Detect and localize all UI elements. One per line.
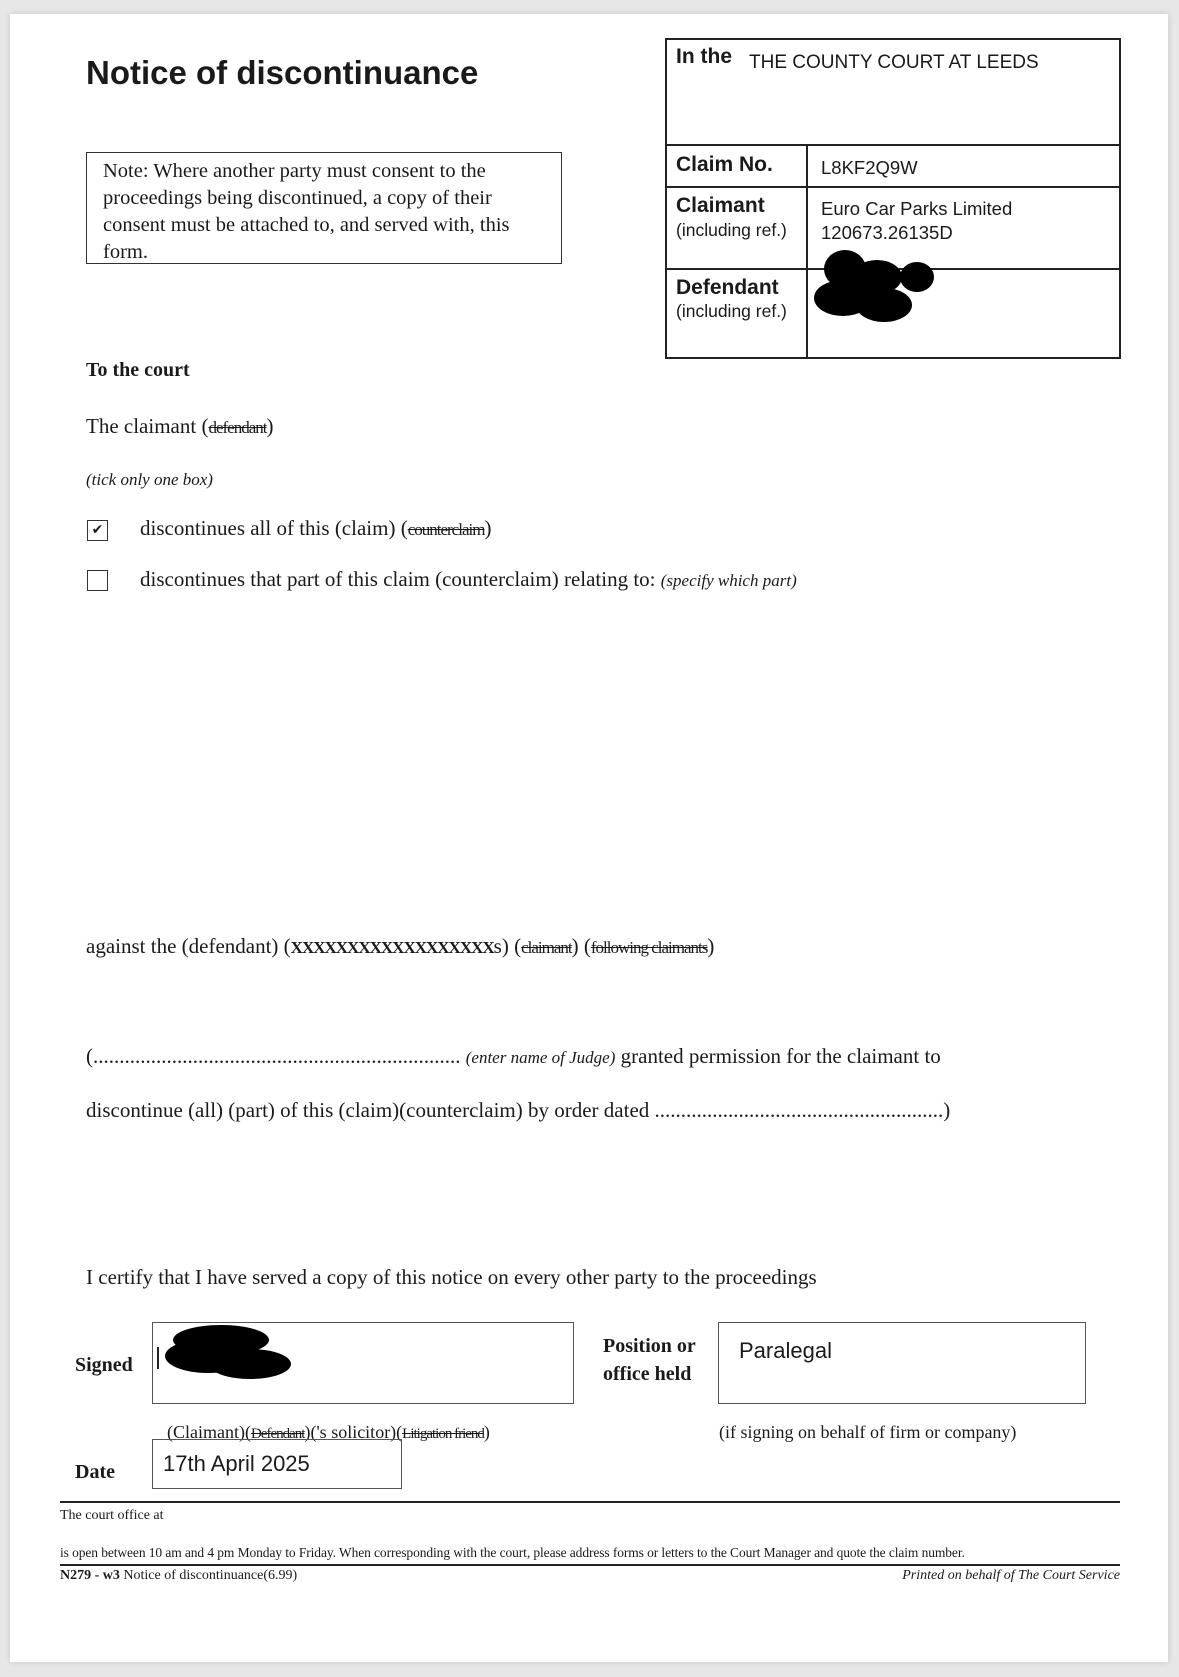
order-date-line: discontinue (all) (part) of this (claim)(counterclaim) by order dated .......................................................) — [86, 1098, 951, 1122]
footer-rule — [60, 1501, 1120, 1503]
claimant-label: Claimant — [676, 194, 765, 217]
position-field[interactable] — [718, 1322, 1086, 1404]
struck-following-claimants: following claimants — [590, 938, 708, 957]
defendant-redaction — [812, 246, 942, 326]
claim-no-value: L8KF2Q9W — [821, 157, 918, 178]
position-caption: (if signing on behalf of firm or company) — [719, 1422, 1017, 1442]
court-details-box — [665, 38, 1121, 359]
option-discontinue-all — [140, 516, 491, 541]
option2-hint: (specify which part) — [660, 571, 797, 590]
position-value: Paralegal — [739, 1338, 832, 1363]
judge-suffix: granted permission for the claimant to — [620, 1044, 941, 1068]
struck-defendant: defendant — [208, 418, 267, 437]
position-label-line2: office held — [603, 1363, 692, 1385]
judge-hint: (enter name of Judge) — [465, 1048, 616, 1067]
position-label — [603, 1332, 696, 1388]
court-office-label: The court office at — [60, 1508, 164, 1523]
printed-by: Printed on behalf of The Court Service — [902, 1568, 1120, 1583]
against-mid2: ) ( — [571, 934, 591, 958]
against-line — [86, 934, 714, 959]
claimant-ref: 120673.26135D — [821, 222, 953, 243]
judge-permission-line — [86, 1044, 941, 1069]
claimant-name: Euro Car Parks Limited — [821, 198, 1013, 219]
claimant-statement — [86, 414, 273, 439]
struck-counterclaim: counterclaim — [407, 520, 485, 539]
form-name: Notice of discontinuance(6.99) — [123, 1568, 298, 1583]
date-label: Date — [75, 1461, 115, 1483]
option1-suffix: ) — [484, 516, 492, 540]
against-mid1: s) ( — [493, 934, 522, 958]
against-suffix: ) — [707, 934, 715, 958]
claim-no-label: Claim No. — [676, 153, 773, 176]
discontinue-all-checkbox[interactable] — [87, 520, 108, 541]
claimant-prefix: The claimant ( — [86, 414, 209, 438]
form-page — [10, 14, 1168, 1662]
signed-label: Signed — [75, 1354, 133, 1376]
tick-hint: (tick only one box) — [86, 470, 213, 489]
option1-prefix: discontinues all of this (claim) ( — [140, 516, 408, 540]
position-label-line1: Position or — [603, 1335, 696, 1357]
struck-following-defendants: XXXXXXXXXXXXXXXXXX — [290, 938, 494, 957]
opening-hours: is open between 10 am and 4 pm Monday to Friday. When corresponding with the court, please address forms or letters to the Court Manager and quote the claim number. — [60, 1545, 965, 1560]
defendant-label: Defendant — [676, 276, 779, 299]
against-prefix: against the (defendant) ( — [86, 934, 291, 958]
signature-redaction — [165, 1325, 283, 1383]
form-title: Notice of discontinuance — [86, 54, 479, 91]
date-field[interactable] — [152, 1439, 402, 1489]
defendant-sub-label: (including ref.) — [676, 301, 787, 321]
divider — [806, 146, 808, 357]
date-value: 17th April 2025 — [163, 1451, 310, 1476]
struck-claimant: claimant — [521, 938, 572, 957]
to-court-heading: To the court — [86, 359, 190, 381]
check-mark-icon: ✔ — [91, 522, 104, 538]
option2-text: discontinues that part of this claim (counterclaim) relating to: — [140, 567, 656, 591]
discontinue-part-checkbox[interactable] — [87, 570, 108, 591]
struck-litigation-friend: Litigation friend — [402, 1426, 484, 1442]
caption-prefix: (Claimant)( — [167, 1422, 251, 1442]
footer-rule-2 — [60, 1564, 1120, 1566]
option-discontinue-part — [140, 567, 797, 592]
divider — [667, 186, 1119, 188]
signature-field[interactable] — [152, 1322, 574, 1404]
court-name: THE COUNTY COURT AT LEEDS — [749, 52, 1039, 73]
in-the-label: In the — [676, 45, 732, 68]
struck-defendant-role: Defendant — [250, 1426, 305, 1442]
claimant-sub-label: (including ref.) — [676, 220, 787, 240]
form-reference — [60, 1568, 297, 1584]
consent-note: Note: Where another party must consent to the proceedings being discontinued, a copy of their consent must be attached to, and served with, this form. — [86, 152, 562, 264]
divider — [667, 144, 1119, 146]
certify-statement: I certify that I have served a copy of this notice on every other party to the proceedings — [86, 1265, 817, 1289]
form-code: N279 - w3 — [60, 1568, 120, 1583]
caption-suffix: ) — [483, 1422, 490, 1442]
judge-dots: (...................................................................... — [86, 1044, 461, 1068]
caption-mid: )('s solicitor)( — [304, 1422, 403, 1442]
claimant-suffix: ) — [266, 414, 274, 438]
